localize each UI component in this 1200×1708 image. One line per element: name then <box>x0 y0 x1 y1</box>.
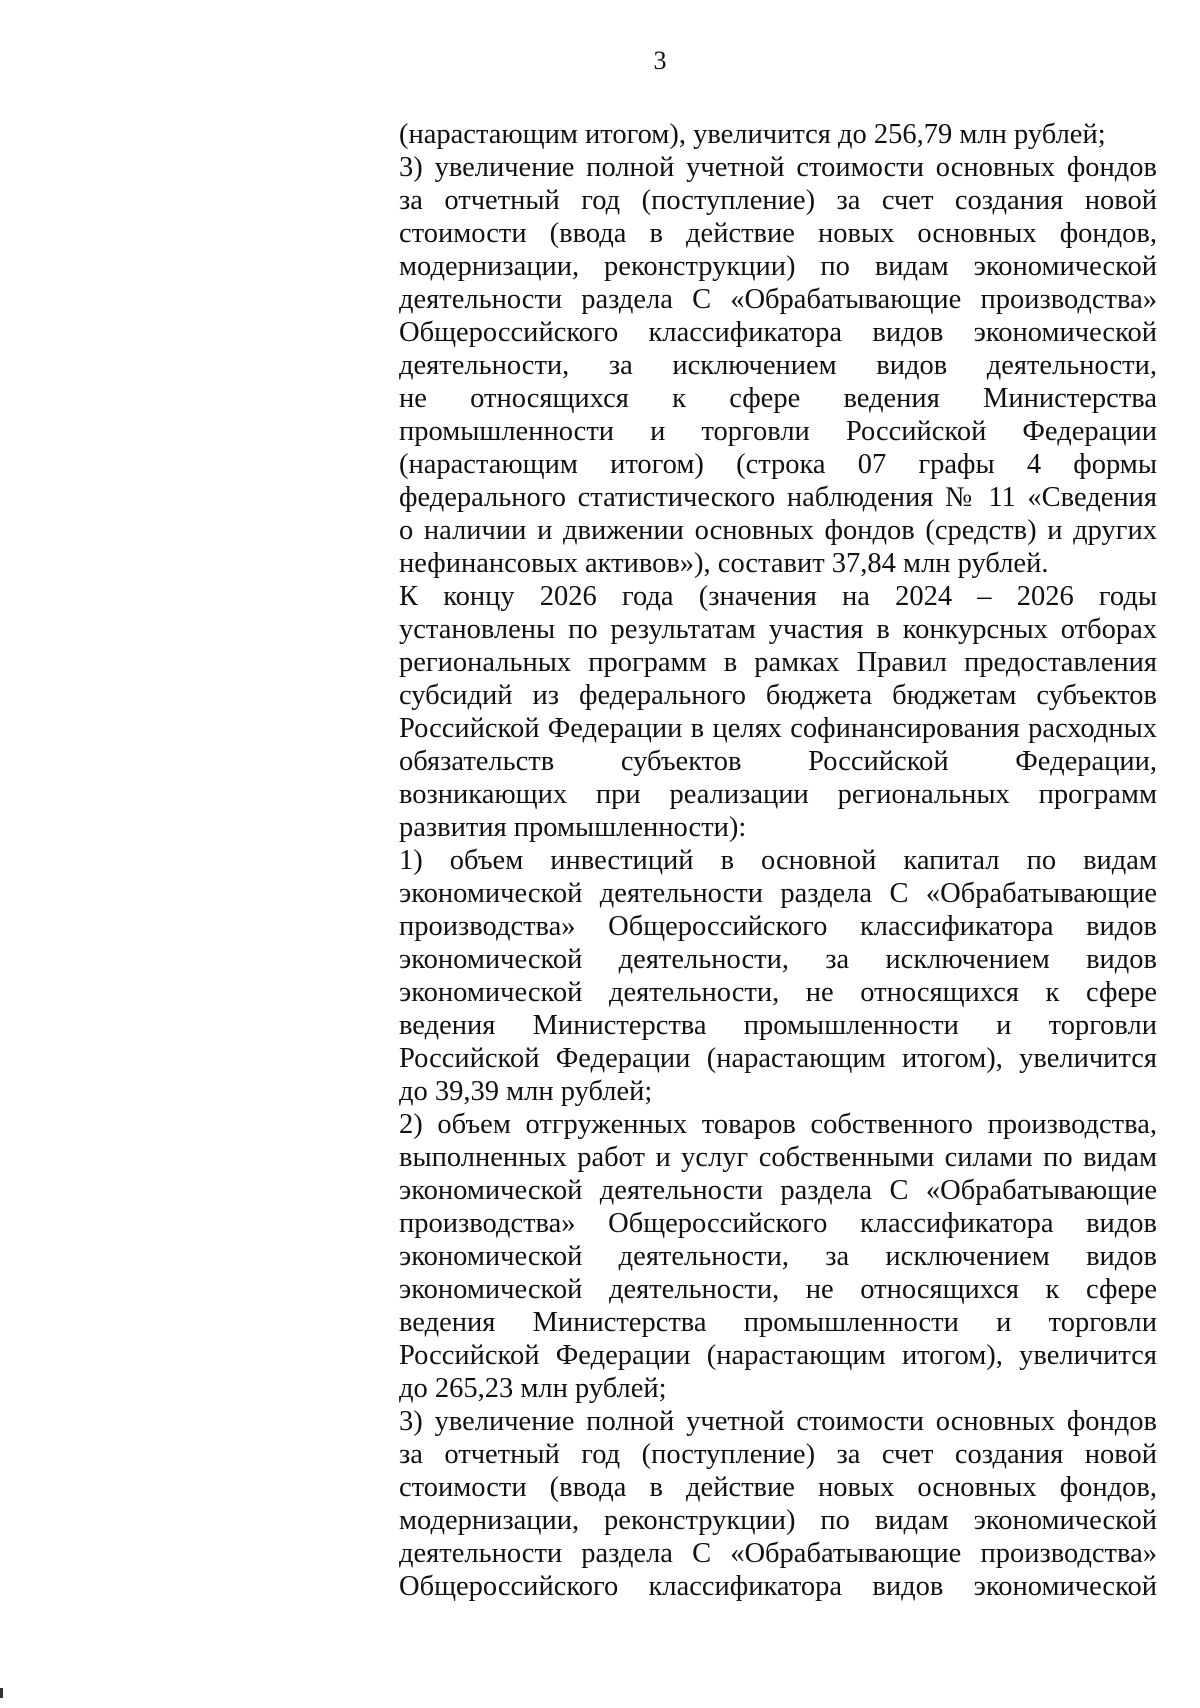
text-line: установлены по результатам участия в конкурсных отборах <box>399 614 1157 645</box>
page-number: 3 <box>653 46 667 75</box>
text-line: (нарастающим итогом) (строка 07 графы 4 формы <box>399 449 1157 480</box>
text-line: федерального статистического наблюдения № 11 «Сведения <box>399 482 1157 513</box>
scan-edge-mark <box>0 1688 3 1698</box>
text-line: за отчетный год (поступление) за счет создания новой <box>399 1439 1157 1470</box>
text-line: Российской Федерации в целях софинансирования расходных <box>399 713 1157 744</box>
document-body <box>399 118 1157 1603</box>
text-line: экономической деятельности, не относящихся к сфере <box>399 977 1157 1008</box>
text-line: обязательств субъектов Российской Федерации, <box>399 746 1157 777</box>
text-line: за отчетный год (поступление) за счет создания новой <box>399 185 1157 216</box>
text-line: модернизации, реконструкции) по видам экономической <box>399 251 1157 282</box>
text-line: 1) объем инвестиций в основной капитал по видам <box>399 845 1157 876</box>
text-line: стоимости (ввода в действие новых основных фондов, <box>399 218 1157 249</box>
text-line: 3) увеличение полной учетной стоимости основных фондов <box>399 1406 1157 1437</box>
text-line: производства» Общероссийского классификатора видов <box>399 911 1157 942</box>
text-line: Российской Федерации (нарастающим итогом), увеличится <box>399 1340 1157 1371</box>
text-line: до 39,39 млн рублей; <box>399 1076 653 1107</box>
text-line: К концу 2026 года (значения на 2024 – 2026 годы <box>399 581 1157 612</box>
text-line: деятельности раздела С «Обрабатывающие производства» <box>399 284 1157 315</box>
text-line: производства» Общероссийского классификатора видов <box>399 1208 1157 1239</box>
text-line: 2) объем отгруженных товаров собственного производства, <box>399 1109 1157 1140</box>
text-line: промышленности и торговли Российской Федерации <box>399 416 1157 447</box>
text-line: экономической деятельности, не относящихся к сфере <box>399 1274 1157 1305</box>
text-line: ведения Министерства промышленности и торговли <box>399 1307 1157 1338</box>
text-line: выполненных работ и услуг собственными силами по видам <box>399 1142 1157 1173</box>
text-line: до 265,23 млн рублей; <box>399 1373 667 1404</box>
text-line: (нарастающим итогом), увеличится до 256,79 млн рублей; <box>399 119 1106 150</box>
text-line: не относящихся к сфере ведения Министерства <box>399 383 1157 414</box>
text-line: Общероссийского классификатора видов экономической <box>399 317 1157 348</box>
text-line: стоимости (ввода в действие новых основных фондов, <box>399 1472 1157 1503</box>
text-line: о наличии и движении основных фондов (средств) и других <box>399 515 1157 546</box>
text-line: развития промышленности): <box>399 812 747 843</box>
text-line: нефинансовых активов»), составит 37,84 млн рублей. <box>399 548 1049 579</box>
text-line: ведения Министерства промышленности и торговли <box>399 1010 1157 1041</box>
text-line: экономической деятельности, за исключением видов <box>399 944 1157 975</box>
text-line: возникающих при реализации региональных программ <box>399 779 1157 810</box>
text-line: региональных программ в рамках Правил предоставления <box>399 647 1157 678</box>
text-line: 3) увеличение полной учетной стоимости основных фондов <box>399 152 1157 183</box>
text-line: модернизации, реконструкции) по видам экономической <box>399 1505 1157 1536</box>
text-line: экономической деятельности раздела С «Обрабатывающие <box>399 878 1157 909</box>
text-line: экономической деятельности раздела С «Обрабатывающие <box>399 1175 1157 1206</box>
text-line: деятельности, за исключением видов деятельности, <box>399 350 1157 381</box>
text-line: Российской Федерации (нарастающим итогом), увеличится <box>399 1043 1157 1074</box>
text-line: Общероссийского классификатора видов экономической <box>399 1571 1157 1602</box>
text-line: субсидий из федерального бюджета бюджетам субъектов <box>399 680 1157 711</box>
text-line: экономической деятельности, за исключением видов <box>399 1241 1157 1272</box>
text-line: деятельности раздела С «Обрабатывающие производства» <box>399 1538 1157 1569</box>
